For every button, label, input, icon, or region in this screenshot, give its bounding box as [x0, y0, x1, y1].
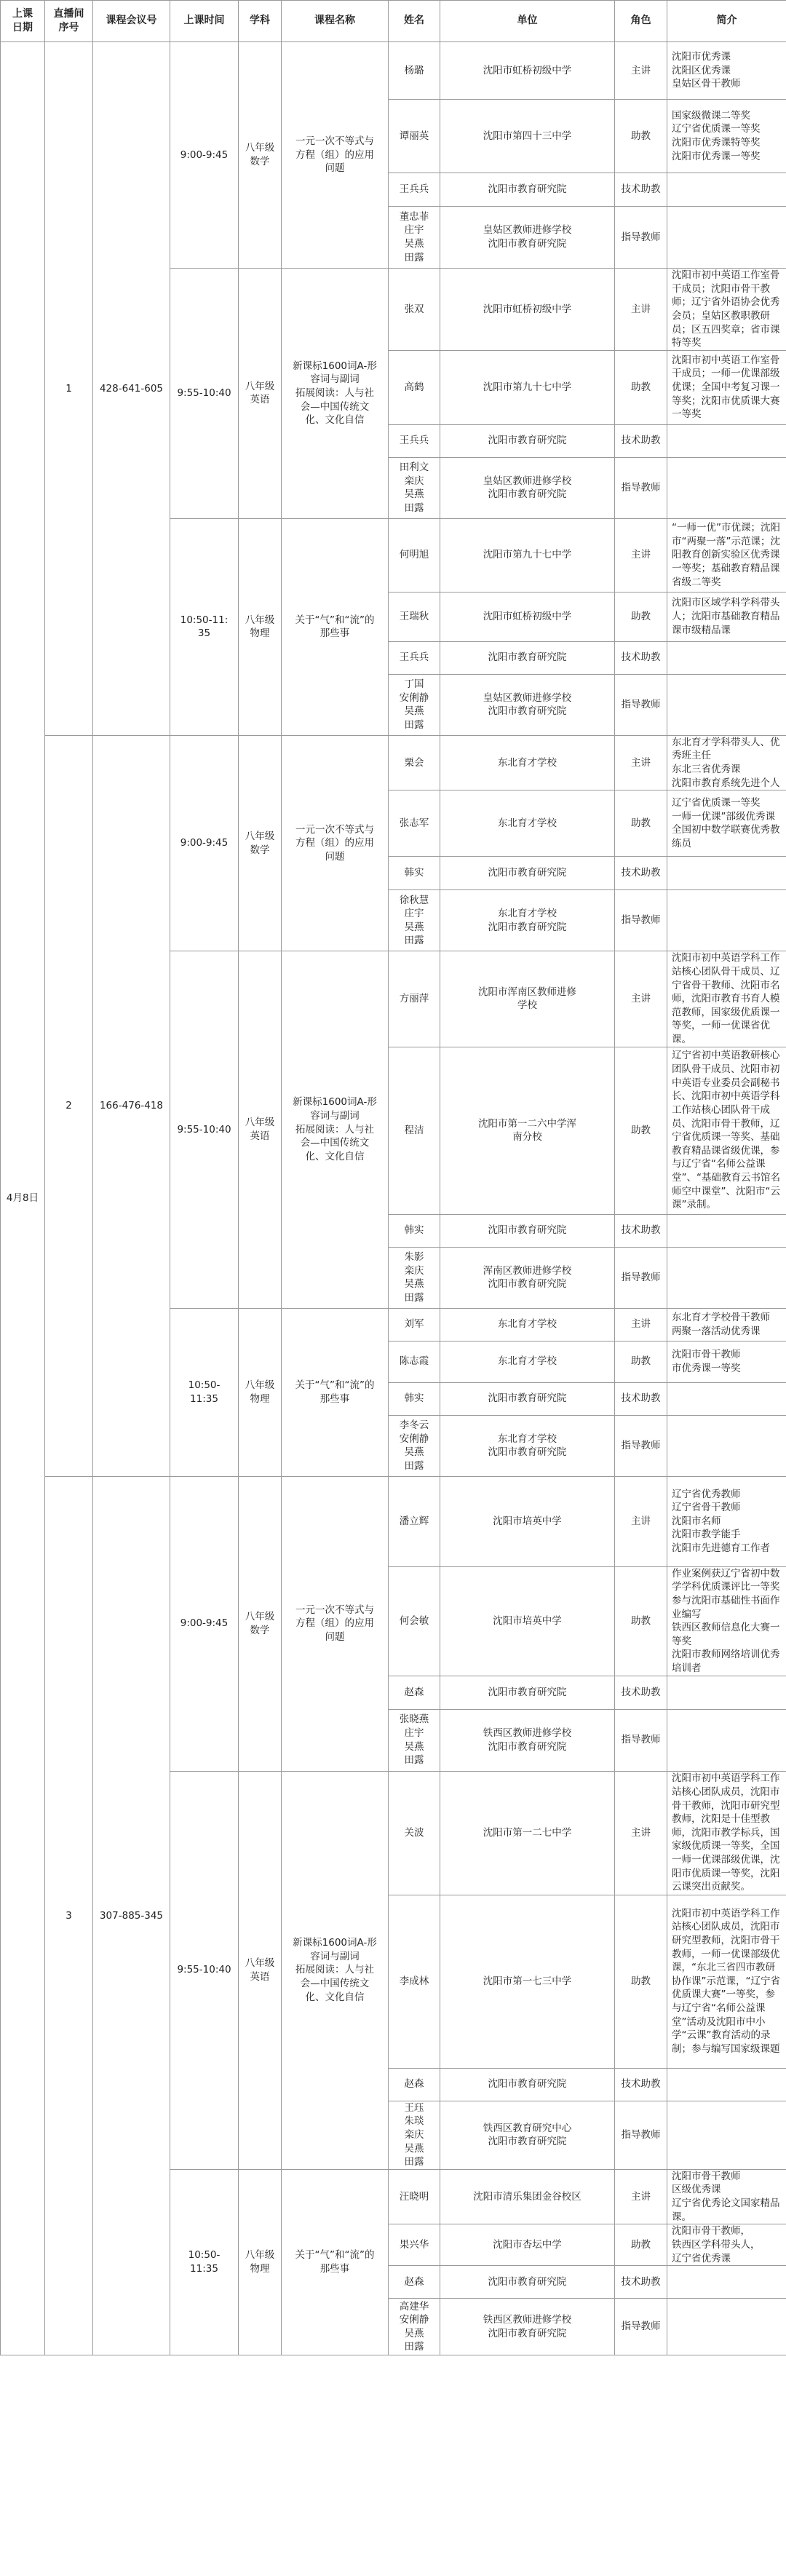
- role-cell: 主讲: [615, 735, 667, 790]
- role-cell: 主讲: [615, 42, 667, 100]
- teacher-name-cell: 赵森: [389, 1676, 440, 1709]
- course-cell: 关于“气”和“流”的 那些事: [282, 2169, 389, 2355]
- teacher-name-cell: 陈志霞: [389, 1341, 440, 1382]
- role-cell: 技术助教: [615, 424, 667, 457]
- teacher-name-cell: 栗会: [389, 735, 440, 790]
- role-cell: 技术助教: [615, 1214, 667, 1247]
- intro-cell: 沈阳市初中英语学科工作站核心团队成员，沈阳市骨干教师，沈阳市研究型教师，沈阳是十佳型教师，沈阳市教学标兵，国家级优质课一等奖，全国一师一优课部级优课，沈阳市优质课一等奖，沈阳云课突出贡献奖。: [667, 1771, 786, 1895]
- subject-cell: 八年级 数学: [239, 735, 282, 951]
- intro-cell: 沈阳市初中英语学科工作站核心团队骨干成员、辽宁省骨干教师、沈阳市名师，沈阳市教育书育人模范教师，国家级优质课一等奖，一师一优课省优课。: [667, 951, 786, 1047]
- role-cell: 指导教师: [615, 2101, 667, 2169]
- meeting-id-cell: 428-641-605: [93, 42, 170, 736]
- role-cell: 指导教师: [615, 1415, 667, 1476]
- unit-cell: 东北育才学校: [440, 1308, 615, 1341]
- unit-cell: 东北育才学校: [440, 1341, 615, 1382]
- intro-cell: [667, 2068, 786, 2101]
- time-cell: 9:55-10:40: [170, 951, 239, 1308]
- role-cell: 助教: [615, 790, 667, 857]
- intro-cell: [667, 1214, 786, 1247]
- role-cell: 助教: [615, 2224, 667, 2266]
- teacher-name-cell: 董忠菲 庄宇 吴燕 田露: [389, 207, 440, 269]
- table-row: [1, 1476, 786, 1566]
- teacher-name-cell: 王兵兵: [389, 424, 440, 457]
- role-cell: 主讲: [615, 1476, 667, 1566]
- intro-cell: 沈阳市骨干教师 区级优秀课 辽宁省优秀论文国家精品课。: [667, 2169, 786, 2224]
- unit-cell: 沈阳市教育研究院: [440, 173, 615, 207]
- time-cell: 9:00-9:45: [170, 735, 239, 951]
- role-cell: 技术助教: [615, 1382, 667, 1415]
- subject-cell: 八年级 物理: [239, 2169, 282, 2355]
- unit-cell: 皇姑区教师进修学校 沈阳市教育研究院: [440, 207, 615, 269]
- role-cell: 技术助教: [615, 2266, 667, 2299]
- unit-cell: 东北育才学校 沈阳市教育研究院: [440, 890, 615, 951]
- role-cell: 助教: [615, 1047, 667, 1214]
- teacher-name-cell: 高鹤: [389, 350, 440, 424]
- course-cell: 一元一次不等式与 方程（组）的应用 问题: [282, 735, 389, 951]
- teacher-name-cell: 赵森: [389, 2068, 440, 2101]
- intro-cell: “一师一优”市优课；沈阳市“两聚一落”示范课；沈阳教育创新实验区优秀课一等奖；基础教育精品课省级二等奖: [667, 518, 786, 592]
- teacher-name-cell: 赵森: [389, 2266, 440, 2299]
- time-cell: 9:00-9:45: [170, 1476, 239, 1771]
- role-cell: 技术助教: [615, 857, 667, 890]
- teacher-name-cell: 果兴华: [389, 2224, 440, 2266]
- unit-cell: 沈阳市第一七三中学: [440, 1895, 615, 2068]
- header-name: 姓名: [389, 1, 440, 42]
- teacher-name-cell: 何会敏: [389, 1566, 440, 1676]
- role-cell: 主讲: [615, 1308, 667, 1341]
- header-unit: 单位: [440, 1, 615, 42]
- intro-cell: [667, 207, 786, 269]
- course-cell: 新课标1600词A-形 容词与副词 拓展阅读：人与社 会—中国传统文 化、文化自信: [282, 1771, 389, 2169]
- teacher-name-cell: 张晓燕 庄宇 吴燕 田露: [389, 1709, 440, 1771]
- date-cell: 4月8日: [1, 42, 45, 2355]
- time-cell: 9:55-10:40: [170, 1771, 239, 2169]
- unit-cell: 铁西区教育研究中心 沈阳市教育研究院: [440, 2101, 615, 2169]
- unit-cell: 沈阳市第一二七中学: [440, 1771, 615, 1895]
- intro-cell: 国家级微课二等奖 辽宁省优质课一等奖 沈阳市优秀课特等奖 沈阳市优秀课一等奖: [667, 100, 786, 173]
- unit-cell: 皇姑区教师进修学校 沈阳市教育研究院: [440, 457, 615, 518]
- teacher-name-cell: 刘军: [389, 1308, 440, 1341]
- role-cell: 指导教师: [615, 890, 667, 951]
- subject-cell: 八年级 数学: [239, 42, 282, 269]
- role-cell: 主讲: [615, 2169, 667, 2224]
- role-cell: 技术助教: [615, 173, 667, 207]
- intro-cell: [667, 457, 786, 518]
- role-cell: 指导教师: [615, 1709, 667, 1771]
- unit-cell: 沈阳市教育研究院: [440, 2266, 615, 2299]
- room-no-cell: 3: [45, 1476, 93, 2355]
- unit-cell: 沈阳市教育研究院: [440, 1676, 615, 1709]
- intro-cell: 沈阳市区域学科学科带头人；沈阳市基础教育精品课市级精品课: [667, 592, 786, 641]
- subject-cell: 八年级 物理: [239, 518, 282, 735]
- intro-cell: [667, 674, 786, 735]
- teacher-name-cell: 杨璐: [389, 42, 440, 100]
- role-cell: 主讲: [615, 951, 667, 1047]
- course-cell: 关于“气”和“流”的 那些事: [282, 518, 389, 735]
- intro-cell: 作业案例获辽宁省初中数学学科优质课评比一等奖 参与沈阳市基础性书面作业编写 铁西区教师信息化大赛一等奖 沈阳市教师网络培训优秀培训者: [667, 1566, 786, 1676]
- teacher-name-cell: 张志军: [389, 790, 440, 857]
- teacher-name-cell: 程洁: [389, 1047, 440, 1214]
- teacher-name-cell: 王珏 朱琰 栾庆 吴燕 田露: [389, 2101, 440, 2169]
- intro-cell: [667, 1247, 786, 1308]
- table-header: [1, 1, 786, 42]
- time-cell: 10:50-11:35: [170, 2169, 239, 2355]
- role-cell: 助教: [615, 592, 667, 641]
- teacher-name-cell: 朱影 栾庆 吴燕 田露: [389, 1247, 440, 1308]
- teacher-name-cell: 潘立辉: [389, 1476, 440, 1566]
- intro-cell: 沈阳市初中英语学科工作站核心团队成员，沈阳市研究型教师，沈阳市骨干教师，一师一优课部级优课，“东北三省四市教研协作课”示范课，“辽宁省优质课大赛”一等奖，参与辽宁省“名师公益课堂”活动及沈阳市中小学“云课”教育活动的录制；参与编写国家级课题: [667, 1895, 786, 2068]
- unit-cell: 沈阳市培英中学: [440, 1566, 615, 1676]
- intro-cell: 沈阳市初中英语工作室骨干成员；沈阳市骨干教师；辽宁省外语协会优秀会员；皇姑区教职教研员；区五四奖章；省市课特等奖: [667, 269, 786, 351]
- teacher-name-cell: 方丽萍: [389, 951, 440, 1047]
- teacher-name-cell: 韩实: [389, 857, 440, 890]
- unit-cell: 沈阳市培英中学: [440, 1476, 615, 1566]
- intro-cell: 沈阳市骨干教师 市优秀课一等奖: [667, 1341, 786, 1382]
- unit-cell: 沈阳市教育研究院: [440, 2068, 615, 2101]
- unit-cell: 沈阳市清乐集团金谷校区: [440, 2169, 615, 2224]
- role-cell: 技术助教: [615, 2068, 667, 2101]
- intro-cell: [667, 1415, 786, 1476]
- teacher-name-cell: 关波: [389, 1771, 440, 1895]
- unit-cell: 东北育才学校: [440, 735, 615, 790]
- course-cell: 关于“气”和“流”的 那些事: [282, 1308, 389, 1476]
- role-cell: 技术助教: [615, 641, 667, 674]
- time-cell: 9:55-10:40: [170, 269, 239, 519]
- teacher-name-cell: 田利文 栾庆 吴燕 田露: [389, 457, 440, 518]
- unit-cell: 沈阳市第九十七中学: [440, 350, 615, 424]
- unit-cell: 沈阳市教育研究院: [440, 1382, 615, 1415]
- role-cell: 助教: [615, 350, 667, 424]
- unit-cell: 沈阳市教育研究院: [440, 1214, 615, 1247]
- course-cell: 一元一次不等式与 方程（组）的应用 问题: [282, 42, 389, 269]
- teacher-name-cell: 韩实: [389, 1214, 440, 1247]
- teacher-name-cell: 汪晓明: [389, 2169, 440, 2224]
- table-body: [1, 42, 786, 2355]
- header-row: [1, 1, 786, 42]
- intro-cell: [667, 173, 786, 207]
- unit-cell: 沈阳市虹桥初级中学: [440, 592, 615, 641]
- intro-cell: [667, 857, 786, 890]
- intro-cell: 沈阳市初中英语工作室骨干成员；一师一优课部级优课；全国中考复习课一等奖；沈阳市优质课大赛一等奖: [667, 350, 786, 424]
- intro-cell: [667, 2299, 786, 2355]
- role-cell: 技术助教: [615, 1676, 667, 1709]
- unit-cell: 沈阳市教育研究院: [440, 857, 615, 890]
- intro-cell: [667, 890, 786, 951]
- role-cell: 主讲: [615, 1771, 667, 1895]
- unit-cell: 沈阳市杏坛中学: [440, 2224, 615, 2266]
- intro-cell: [667, 2101, 786, 2169]
- role-cell: 指导教师: [615, 207, 667, 269]
- intro-cell: [667, 1676, 786, 1709]
- meeting-id-cell: 166-476-418: [93, 735, 170, 1476]
- intro-cell: [667, 424, 786, 457]
- header-subject: 学科: [239, 1, 282, 42]
- unit-cell: 沈阳市第一二六中学浑 南分校: [440, 1047, 615, 1214]
- unit-cell: 沈阳市浑南区教师进修 学校: [440, 951, 615, 1047]
- subject-cell: 八年级 英语: [239, 1771, 282, 2169]
- course-cell: 新课标1600词A-形 容词与副词 拓展阅读：人与社 会—中国传统文 化、文化自信: [282, 951, 389, 1308]
- intro-cell: [667, 1382, 786, 1415]
- teacher-name-cell: 韩实: [389, 1382, 440, 1415]
- unit-cell: 沈阳市教育研究院: [440, 641, 615, 674]
- unit-cell: 东北育才学校 沈阳市教育研究院: [440, 1415, 615, 1476]
- unit-cell: 浑南区教师进修学校 沈阳市教育研究院: [440, 1247, 615, 1308]
- role-cell: 主讲: [615, 269, 667, 351]
- subject-cell: 八年级 英语: [239, 951, 282, 1308]
- unit-cell: 沈阳市教育研究院: [440, 424, 615, 457]
- header-room-no: 直播间 序号: [45, 1, 93, 42]
- teacher-name-cell: 张双: [389, 269, 440, 351]
- unit-cell: 沈阳市虹桥初级中学: [440, 269, 615, 351]
- intro-cell: 辽宁省优质课一等奖 一师一优课”部级优秀课 全国初中数学联赛优秀教练员: [667, 790, 786, 857]
- teacher-name-cell: 李冬云 安俐静 吴燕 田露: [389, 1415, 440, 1476]
- intro-cell: 沈阳市骨干教师， 铁西区学科带头人， 辽宁省优秀课: [667, 2224, 786, 2266]
- time-cell: 10:50-11: 35: [170, 518, 239, 735]
- header-intro: 简介: [667, 1, 786, 42]
- time-cell: 10:50-11:35: [170, 1308, 239, 1476]
- unit-cell: 沈阳市虹桥初级中学: [440, 42, 615, 100]
- intro-cell: 沈阳市优秀课 沈阳区优秀课 皇姑区骨干教师: [667, 42, 786, 100]
- unit-cell: 沈阳市第四十三中学: [440, 100, 615, 173]
- table-row: [1, 735, 786, 790]
- teacher-name-cell: 谭丽英: [389, 100, 440, 173]
- teacher-name-cell: 王瑞秋: [389, 592, 440, 641]
- header-role: 角色: [615, 1, 667, 42]
- course-cell: 新课标1600词A-形 容词与副词 拓展阅读：人与社 会—中国传统文 化、文化自信: [282, 269, 389, 519]
- table-row: [1, 42, 786, 100]
- intro-cell: 辽宁省优秀教师 辽宁省骨干教师 沈阳市名师 沈阳市教学能手 沈阳市先进德育工作者: [667, 1476, 786, 1566]
- teacher-name-cell: 李成林: [389, 1895, 440, 2068]
- room-no-cell: 2: [45, 735, 93, 1476]
- teacher-name-cell: 王兵兵: [389, 173, 440, 207]
- teacher-name-cell: 王兵兵: [389, 641, 440, 674]
- unit-cell: 沈阳市第九十七中学: [440, 518, 615, 592]
- role-cell: 助教: [615, 1341, 667, 1382]
- header-date: 上课 日期: [1, 1, 45, 42]
- header-time: 上课时间: [170, 1, 239, 42]
- intro-cell: [667, 641, 786, 674]
- intro-cell: 辽宁省初中英语教研核心团队骨干成员、沈阳市初中英语专业委员会副秘书长、沈阳市初中英语学科工作站核心团队骨干成员、沈阳市骨干教师，辽宁省优质课一等奖、基础教育精品课省级优课，参与辽宁省“名师公益课堂”、“基础教育云书馆名师空中课堂”、沈阳市“云课”录制。: [667, 1047, 786, 1214]
- role-cell: 主讲: [615, 518, 667, 592]
- unit-cell: 铁西区教师进修学校 沈阳市教育研究院: [440, 1709, 615, 1771]
- course-cell: 一元一次不等式与 方程（组）的应用 问题: [282, 1476, 389, 1771]
- unit-cell: 皇姑区教师进修学校 沈阳市教育研究院: [440, 674, 615, 735]
- time-cell: 9:00-9:45: [170, 42, 239, 269]
- role-cell: 助教: [615, 1566, 667, 1676]
- role-cell: 助教: [615, 1895, 667, 2068]
- teacher-name-cell: 何明旭: [389, 518, 440, 592]
- intro-cell: [667, 1709, 786, 1771]
- teacher-name-cell: 高建华 安俐静 吴燕 田露: [389, 2299, 440, 2355]
- unit-cell: 铁西区教师进修学校 沈阳市教育研究院: [440, 2299, 615, 2355]
- header-course: 课程名称: [282, 1, 389, 42]
- meeting-id-cell: 307-885-345: [93, 1476, 170, 2355]
- intro-cell: 东北育才学校骨干教师 两聚一落活动优秀课: [667, 1308, 786, 1341]
- teacher-name-cell: 丁国 安俐静 吴燕 田露: [389, 674, 440, 735]
- teacher-name-cell: 徐秋慧 庄宇 吴燕 田露: [389, 890, 440, 951]
- role-cell: 指导教师: [615, 457, 667, 518]
- subject-cell: 八年级 英语: [239, 269, 282, 519]
- header-meeting-id: 课程会议号: [93, 1, 170, 42]
- subject-cell: 八年级 物理: [239, 1308, 282, 1476]
- role-cell: 助教: [615, 100, 667, 173]
- intro-cell: 东北育才学科带头人、优秀班主任 东北三省优秀课 沈阳市教育系统先进个人: [667, 735, 786, 790]
- intro-cell: [667, 2266, 786, 2299]
- role-cell: 指导教师: [615, 1247, 667, 1308]
- subject-cell: 八年级 数学: [239, 1476, 282, 1771]
- role-cell: 指导教师: [615, 2299, 667, 2355]
- room-no-cell: 1: [45, 42, 93, 736]
- unit-cell: 东北育才学校: [440, 790, 615, 857]
- role-cell: 指导教师: [615, 674, 667, 735]
